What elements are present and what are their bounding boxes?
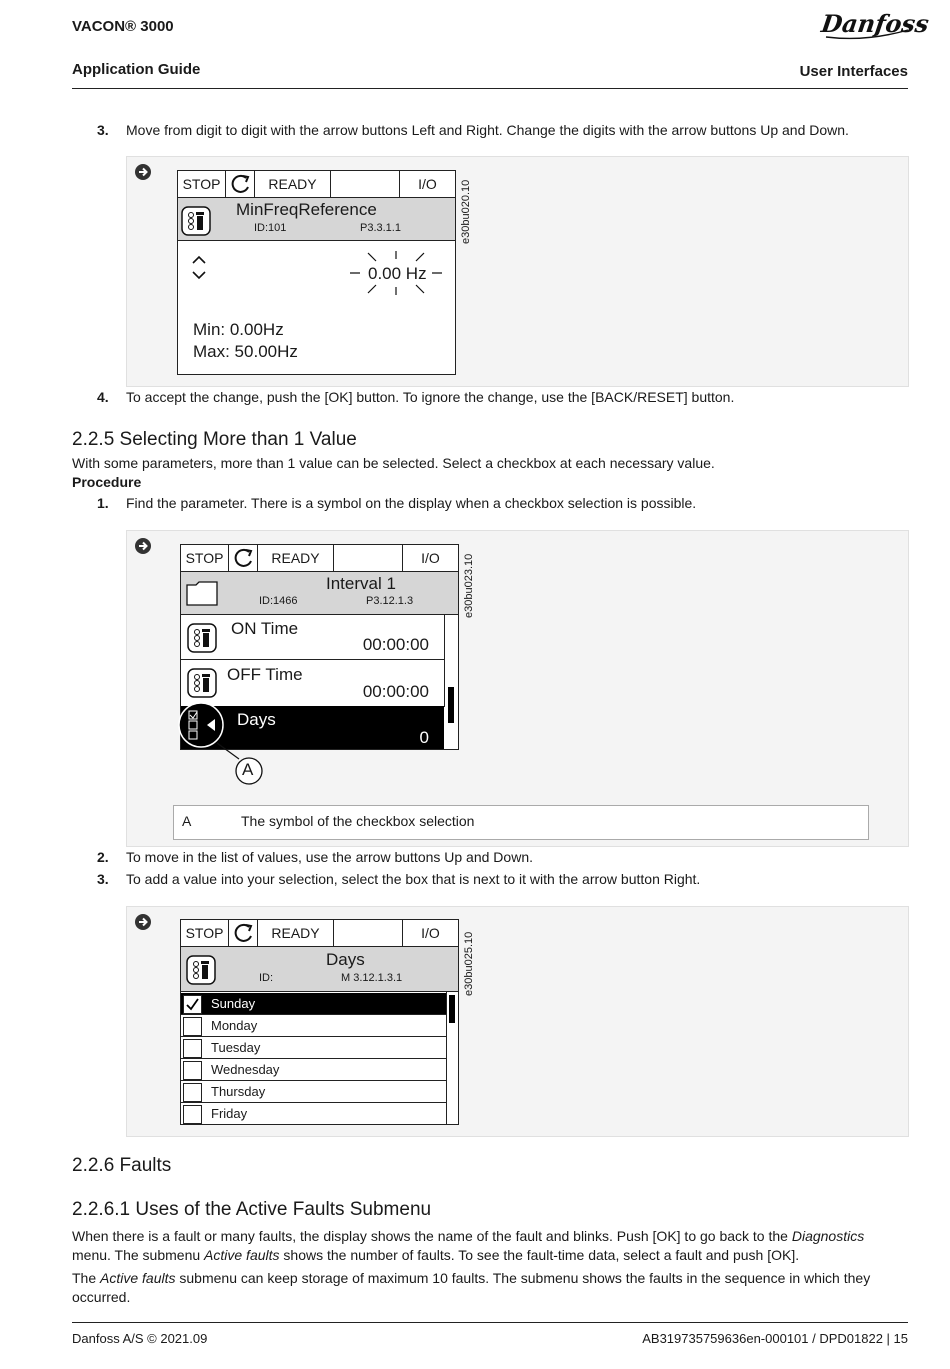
list-item[interactable] <box>181 1037 446 1059</box>
day-label: Sunday <box>211 996 256 1011</box>
folder-icon <box>186 580 218 606</box>
rotation-icon <box>226 171 255 197</box>
list-item-value: 0 <box>419 728 429 747</box>
parameter-icon <box>187 668 217 698</box>
arrow-circle-icon <box>134 163 152 181</box>
figure-interval <box>126 530 909 847</box>
section-heading: 2.2.5 Selecting More than 1 Value <box>72 429 357 450</box>
menu-id: ID: <box>259 972 274 984</box>
callout-label: A <box>242 760 254 779</box>
rotation-icon <box>229 545 258 571</box>
title-bar <box>181 572 458 615</box>
up-down-arrows-icon <box>190 253 208 283</box>
menu-path: P3.12.1.3 <box>366 595 414 607</box>
product-name: VACON® 3000 <box>72 18 174 35</box>
status-empty <box>334 545 403 571</box>
parameter-icon <box>181 206 211 236</box>
section-heading: 2.2.6 Faults <box>72 1155 172 1176</box>
status-bar <box>181 920 458 947</box>
parameter-icon <box>186 955 216 985</box>
paragraph: When there is a fault or many faults, the display shows the name of the fault and blinks. Push [OK] to go back to the Diagnostics menu. The submenu Active faults shows the number of faults. To see the fault-time data, select a fault and push [OK]. <box>72 1228 865 1263</box>
step-text: To move in the list of values, use the arrow buttons Up and Down. <box>126 849 533 865</box>
status-stop: STOP <box>181 920 229 946</box>
checkbox-selection-symbol <box>177 701 297 791</box>
checkbox[interactable] <box>183 1083 202 1102</box>
figure-code: e30bu025.10 <box>463 931 475 996</box>
list-item-value: 00:00:00 <box>362 635 429 654</box>
status-bar <box>181 545 458 572</box>
menu-path: M 3.12.1.3.1 <box>341 972 403 984</box>
footer-copyright: Danfoss A/S © 2021.09 <box>72 1331 208 1346</box>
step-number: 3. <box>97 122 109 138</box>
parameter-path: P3.3.1.1 <box>360 222 401 234</box>
step-text: Move from digit to digit with the arrow buttons Left and Right. Change the digits with the arrow buttons Up and Down. <box>126 122 849 138</box>
status-io: I/O <box>421 925 440 941</box>
list-item-selected[interactable] <box>181 993 446 1015</box>
procedure-label: Procedure <box>72 474 142 490</box>
keypad-display <box>180 919 459 1125</box>
title-bar <box>178 198 455 241</box>
step-text: Find the parameter. There is a symbol on the display when a checkbox selection is possible. <box>126 495 697 511</box>
arrow-circle-icon <box>134 913 152 931</box>
section-intro: With some parameters, more than 1 value can be selected. Select a checkbox at each necessary value. <box>72 455 715 471</box>
footer-rule <box>72 1322 908 1323</box>
checkbox[interactable] <box>183 1061 202 1080</box>
figure-days <box>126 906 909 1137</box>
figure-code: e30bu020.10 <box>460 179 472 244</box>
status-io: I/O <box>421 550 440 566</box>
menu-id: ID:1466 <box>259 595 298 607</box>
figure-min-freq <box>126 156 909 387</box>
status-ready: READY <box>255 171 331 197</box>
step-text: To add a value into your selection, select the box that is next to it with the arrow button Right. <box>126 871 701 887</box>
list-item-label: OFF Time <box>227 665 303 684</box>
list-item <box>181 615 445 660</box>
status-stop: STOP <box>178 171 226 197</box>
list-item-label: Days <box>237 710 276 729</box>
step-number: 1. <box>97 495 109 511</box>
status-stop: STOP <box>181 545 229 571</box>
scrollbar-thumb[interactable] <box>449 995 455 1023</box>
danfoss-logo <box>819 6 931 40</box>
list-item-value: 00:00:00 <box>362 682 429 701</box>
min-value: Min: 0.00Hz <box>193 320 284 339</box>
checkbox[interactable] <box>183 1039 202 1058</box>
title-bar <box>181 947 458 992</box>
status-bar <box>178 171 455 198</box>
status-io: I/O <box>418 176 437 192</box>
step-number: 4. <box>97 389 109 405</box>
status-ready: READY <box>258 920 334 946</box>
checkbox[interactable] <box>183 1105 202 1124</box>
menu-title: Days <box>326 950 365 969</box>
status-ready: READY <box>258 545 334 571</box>
list-item[interactable] <box>181 1015 446 1037</box>
paragraph: The Active faults submenu can keep storage of maximum 10 faults. The submenu shows the faults in the sequence in which they occurred. <box>72 1270 871 1305</box>
parameter-title: MinFreqReference <box>236 200 377 219</box>
footer-docref: AB319735759636en-000101 / DPD01822 | 15 <box>642 1331 908 1346</box>
figure-legend <box>173 805 869 840</box>
checkbox[interactable] <box>183 1017 202 1036</box>
figure-code: e30bu023.10 <box>463 553 475 618</box>
day-label: Monday <box>211 1018 258 1033</box>
checkbox-checked[interactable] <box>183 995 202 1014</box>
status-empty <box>331 171 400 197</box>
step-number: 2. <box>97 849 109 865</box>
guide-title: Application Guide <box>72 61 201 78</box>
scrollbar-track <box>446 992 447 1124</box>
list-item[interactable] <box>181 1059 446 1081</box>
step-number: 3. <box>97 871 109 887</box>
parameter-icon <box>187 623 217 653</box>
parameter-id: ID:101 <box>254 222 287 234</box>
rotation-icon <box>229 920 258 946</box>
arrow-circle-icon <box>134 537 152 555</box>
menu-title: Interval 1 <box>326 574 396 593</box>
keypad-display <box>177 170 456 375</box>
scrollbar[interactable] <box>445 615 457 749</box>
section-title: User Interfaces <box>799 63 908 80</box>
list-item-label: ON Time <box>231 619 299 638</box>
list-item <box>181 660 445 707</box>
svg-text:Danfoss: Danfoss <box>819 9 931 38</box>
day-label: Wednesday <box>211 1062 280 1077</box>
parameter-value: 0.00 Hz <box>368 264 427 283</box>
scrollbar-thumb[interactable] <box>448 687 454 723</box>
day-label: Friday <box>211 1106 248 1121</box>
list-item[interactable] <box>181 1081 446 1103</box>
status-empty <box>334 920 403 946</box>
subsection-heading: 2.2.6.1 Uses of the Active Faults Submenu <box>72 1199 432 1220</box>
step-text: To accept the change, push the [OK] button. To ignore the change, use the [BACK/RESET] button. <box>126 389 735 405</box>
day-label: Tuesday <box>211 1040 261 1055</box>
list-item[interactable] <box>181 1103 446 1124</box>
legend-key: A <box>182 813 192 829</box>
day-label: Thursday <box>211 1084 266 1099</box>
max-value: Max: 50.00Hz <box>193 342 298 361</box>
legend-text: The symbol of the checkbox selection <box>241 813 475 829</box>
header-rule <box>72 88 908 89</box>
